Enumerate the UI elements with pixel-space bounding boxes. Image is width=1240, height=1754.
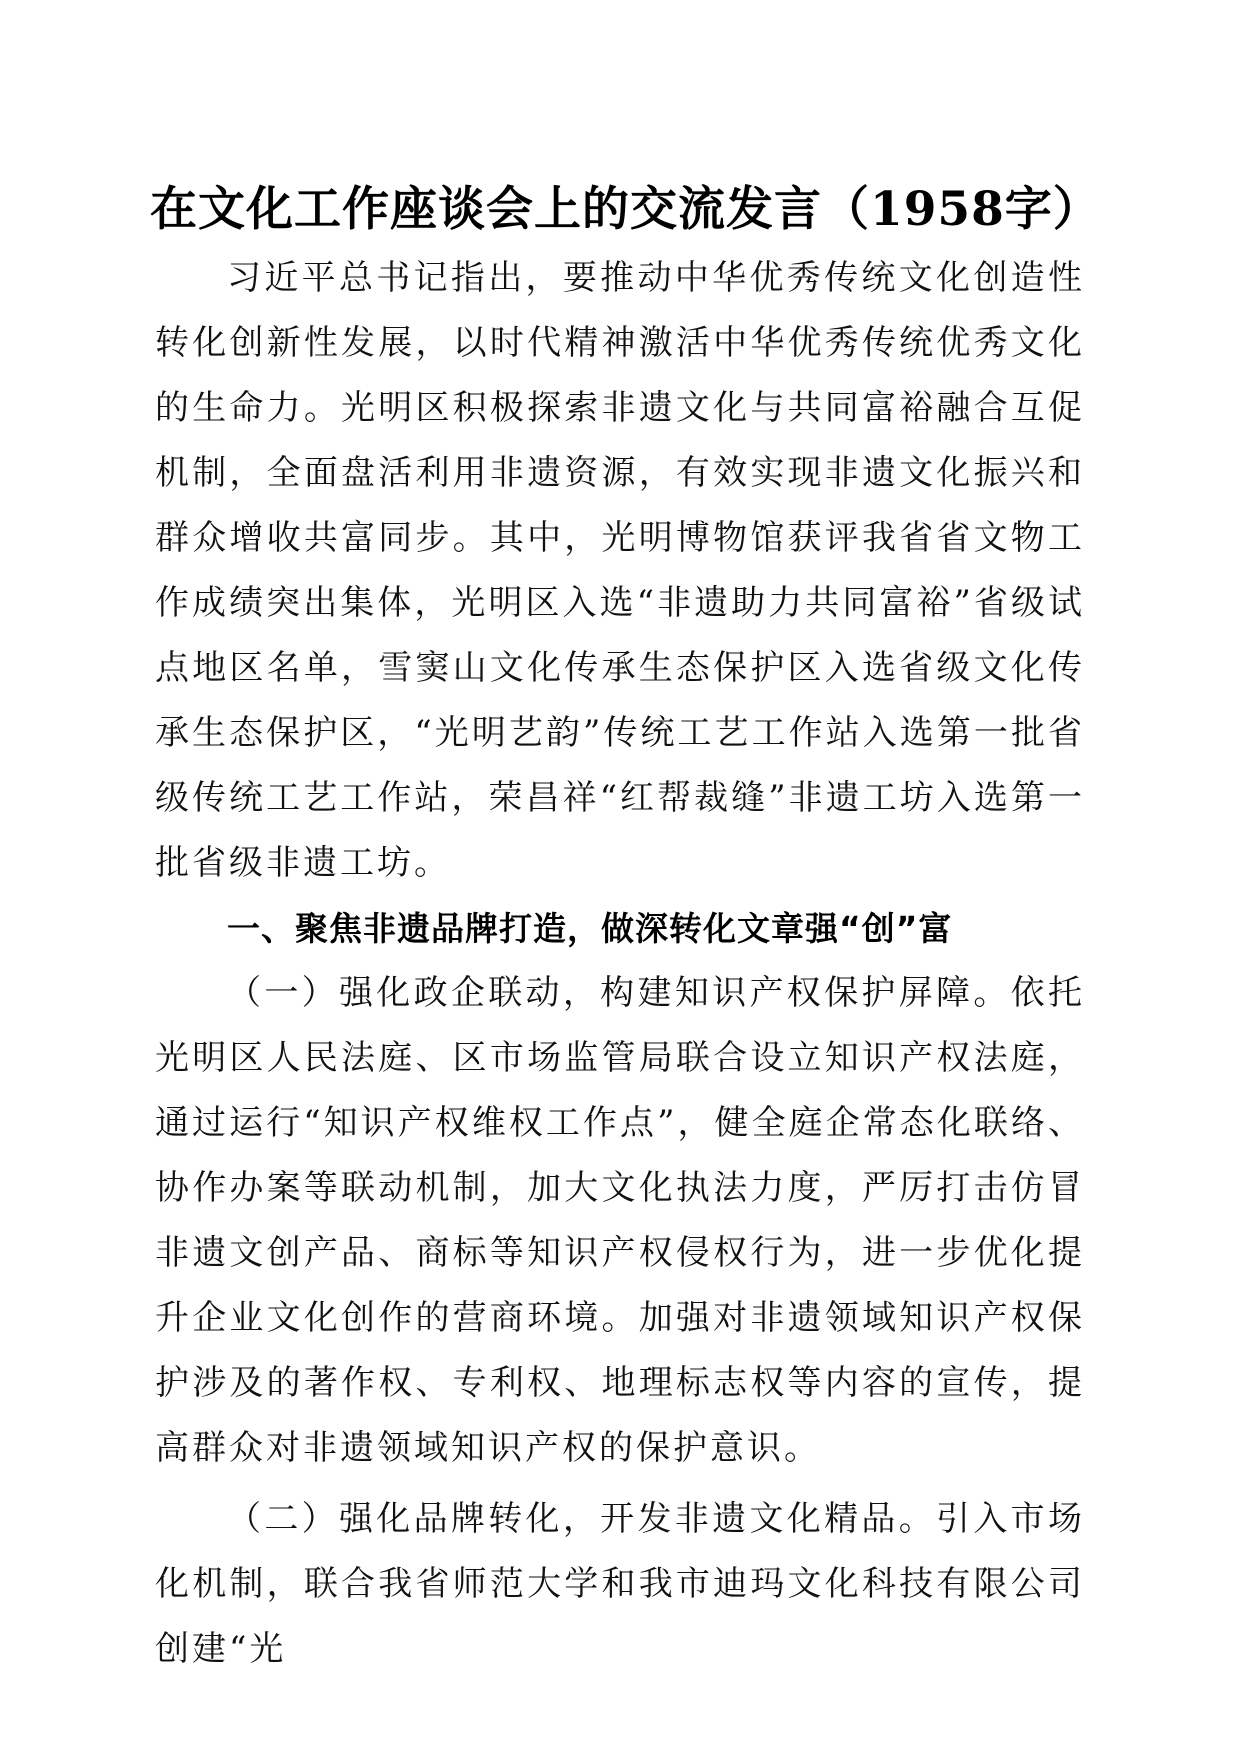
document-body: [155, 246, 1085, 1682]
subsection-2-paragraph: （二）强化品牌转化，开发非遗文化精品。引入市场化机制，联合我省师范大学和我市迪玛文化科技有限公司创建“光: [155, 1499, 1085, 1669]
intro-paragraph: 习近平总书记指出，要推动中华优秀传统文化创造性转化创新性发展，以时代精神激活中华优秀传统优秀文化的生命力。光明区积极探索非遗文化与共同富裕融合互促机制，全面盘活利用非遗资源，有效实现非遗文化振兴和群众增收共富同步。其中，光明博物馆获评我省省文物工作成绩突出集体，光明区入选“非遗助力共同富裕”省级试点地区名单，雪窦山文化传承生态保护区入选省级文化传承生态保护区，“光明艺韵”传统工艺工作站入选第一批省级传统工艺工作站，荣昌祥“红帮裁缝”非遗工坊入选第一批省级非遗工坊。: [155, 258, 1085, 883]
section-heading-1: 一、聚焦非遗品牌打造，做深转化文章强“创”富: [227, 909, 953, 948]
subsection-1-paragraph: （一）强化政企联动，构建知识产权保护屏障。依托光明区人民法庭、区市场监管局联合设立知识产权法庭，通过运行“知识产权维权工作点”，健全庭企常态化联络、协作办案等联动机制，加大文化执法力度，严厉打击仿冒非遗文创产品、商标等知识产权侵权行为，进一步优化提升企业文化创作的营商环境。加强对非遗领域知识产权保护涉及的著作权、专利权、地理标志权等内容的宣传，提高群众对非遗领域知识产权的保护意识。: [155, 973, 1085, 1468]
document-title: 在文化工作座谈会上的交流发言（1958字）: [150, 182, 1101, 237]
